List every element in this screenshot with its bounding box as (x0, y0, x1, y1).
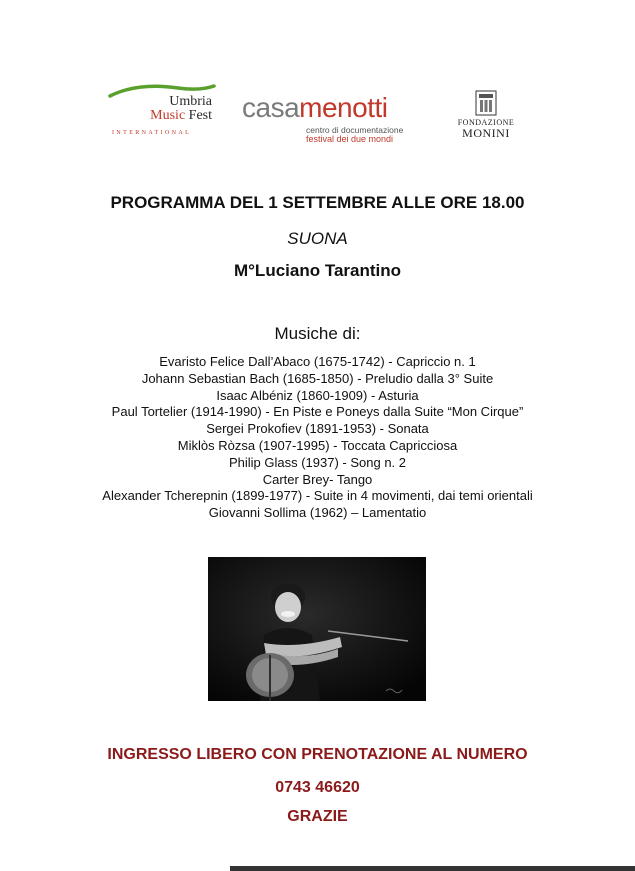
music-fest-text: Music Fest (150, 108, 212, 123)
list-item: Philip Glass (1937) - Song n. 2 (228, 454, 407, 470)
list-item: Sergei Prokofiev (1891-1953) - Sonata (206, 421, 429, 437)
program-list (0, 354, 635, 522)
casa-menotti-wordmark: casamenotti (242, 92, 388, 123)
casa-menotti-festival: festival dei due mondi (306, 134, 394, 144)
program-title: PROGRAMMA DEL 1 SETTEMBRE ALLE ORE 18.00 (110, 193, 525, 212)
list-item: Miklòs Ròzsa (1907-1995) - Toccata Capricciosa (177, 437, 458, 453)
performer-photo (208, 557, 426, 701)
bottom-divider (230, 866, 635, 871)
list-item: Alexander Tcherepnin (1899-1977) - Suite in 4 movimenti, dai temi orientali (102, 488, 533, 504)
casa-menotti-logo (242, 92, 422, 142)
monini-text: MONINI (462, 126, 510, 140)
list-item: Giovanni Sollima (1962) – Lamentatio (208, 505, 427, 521)
list-item: Isaac Albéniz (1860-1909) - Asturia (216, 387, 419, 403)
list-item: Carter Brey- Tango (262, 471, 373, 487)
performer-name: M°Luciano Tarantino (233, 261, 402, 280)
ingresso-note: INGRESSO LIBERO CON PRENOTAZIONE AL NUMERO (107, 746, 528, 763)
grazie-text: GRAZIE (287, 808, 348, 825)
international-text: INTERNATIONAL (112, 130, 192, 136)
fondazione-text: FONDAZIONE (457, 118, 515, 127)
list-item: Johann Sebastian Bach (1685-1850) - Preludio dalla 3° Suite (141, 370, 494, 386)
crest-icon (475, 90, 497, 116)
list-item: Evaristo Felice Dall’Abaco (1675-1742) - Capriccio n. 1 (159, 354, 476, 369)
umbria-text: Umbria (169, 94, 212, 109)
fondazione-monini-logo (451, 90, 521, 138)
suona-label: SUONA (287, 229, 348, 248)
casa-menotti-subtitle: centro di documentazione (306, 125, 404, 135)
phone-number: 0743 46620 (275, 779, 360, 796)
musiche-heading: Musiche di: (274, 324, 361, 343)
umbria-music-fest-logo (108, 82, 218, 140)
list-item: Paul Tortelier (1914-1990) - En Piste e Poneys dalla Suite “Mon Cirque” (111, 404, 524, 420)
